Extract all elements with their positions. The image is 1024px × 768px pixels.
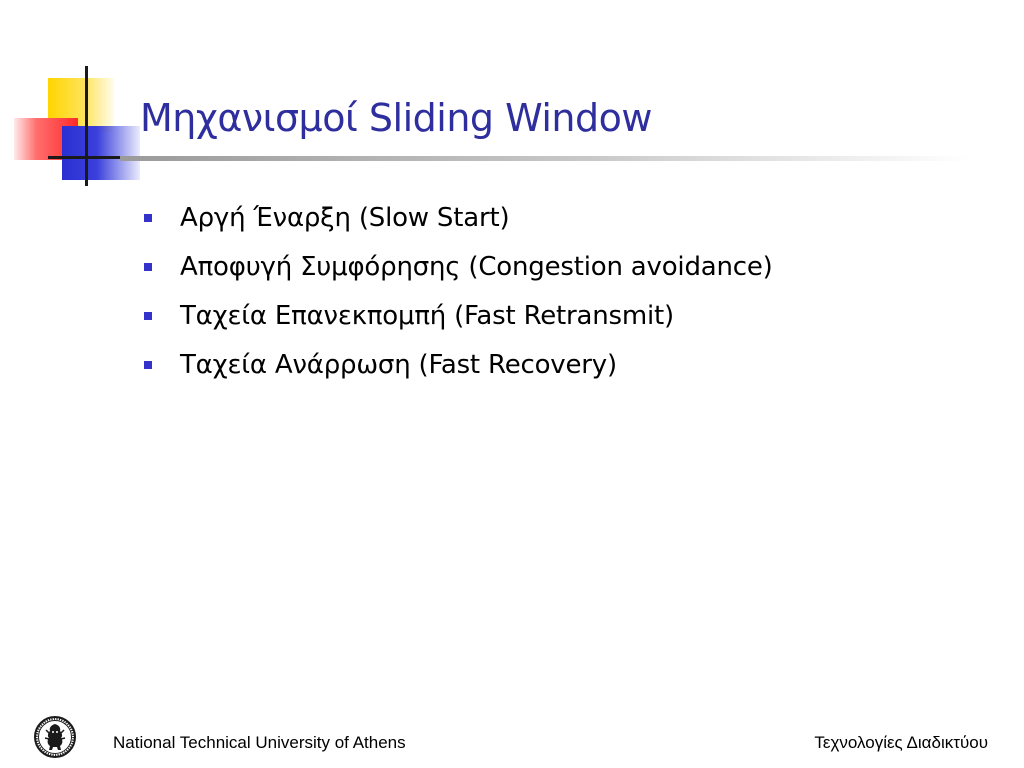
square-bullet-icon [144,312,152,320]
footer-institution: National Technical University of Athens [113,733,406,752]
bullet-text: Ταχεία Επανεκπομπή (Fast Retransmit) [180,300,674,331]
bullet-text: Αποφυγή Συμφόρησης (Congestion avoidance) [180,251,773,282]
decor-blue-square [62,126,140,180]
bullet-list [144,193,773,389]
university-seal-icon [34,716,76,758]
square-bullet-icon [144,214,152,222]
bullet-item [144,193,773,242]
title-divider [120,156,970,161]
bullet-item [144,242,773,291]
bullet-item [144,291,773,340]
slide-title: Μηχανισμοί Sliding Window [140,96,652,140]
square-bullet-icon [144,361,152,369]
decor-vertical-line [85,66,88,186]
bullet-text: Αργή Έναρξη (Slow Start) [180,202,510,233]
square-bullet-icon [144,263,152,271]
corner-decoration [0,0,150,200]
footer-course: Τεχνολογίες Διαδικτύου [814,733,988,752]
bullet-text: Ταχεία Ανάρρωση (Fast Recovery) [180,349,617,380]
bullet-item [144,340,773,389]
